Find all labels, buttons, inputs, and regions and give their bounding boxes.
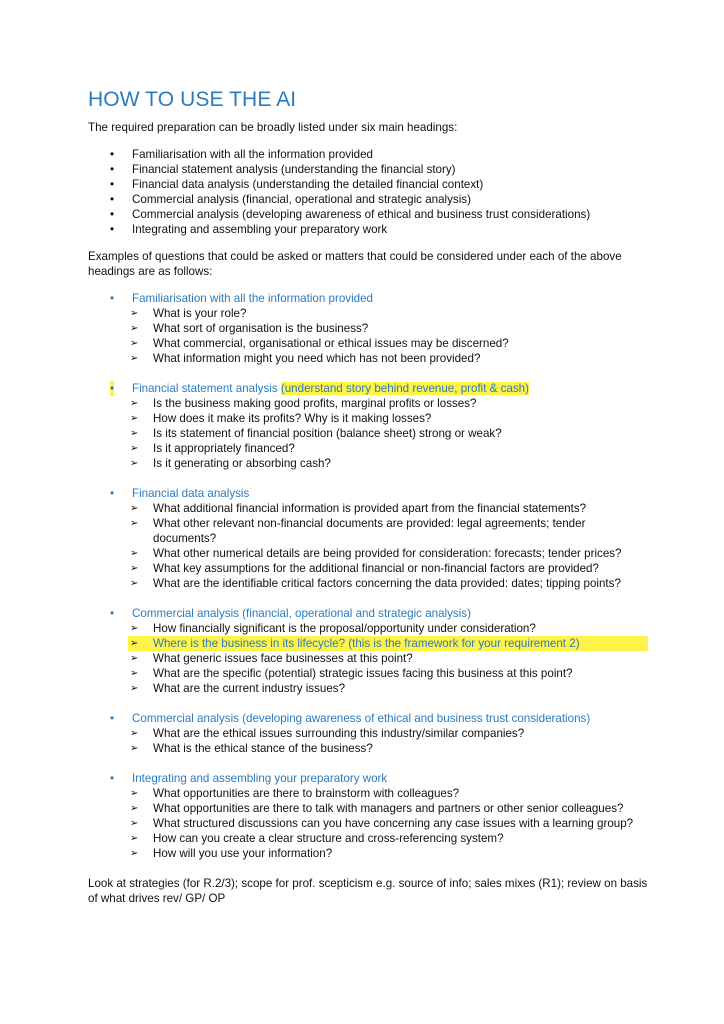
question-item — [88, 336, 648, 351]
question-text: What sort of organisation is the business? — [153, 322, 369, 335]
section-commercial-strategic — [88, 606, 648, 696]
question-item — [88, 351, 648, 366]
heading-item: • Commercial analysis (developing awareness of ethical and business trust considerations) — [88, 207, 648, 222]
question-text: What additional financial information is provided apart from the financial statements? — [153, 502, 587, 515]
question-text: Is it appropriately financed? — [153, 442, 295, 455]
question-item — [88, 426, 648, 441]
question-item — [88, 516, 648, 546]
arrow-bullet-icon: ➢ — [130, 323, 139, 334]
heading-item: • Integrating and assembling your preparatory work — [88, 222, 648, 237]
arrow-bullet-icon: ➢ — [130, 668, 139, 679]
heading-item: • Commercial analysis (financial, operational and strategic analysis) — [88, 192, 648, 207]
question-text: What other relevant non-financial documents are provided: legal agreements; tender documents? — [153, 517, 586, 545]
arrow-bullet-icon: ➢ — [130, 413, 139, 424]
question-item — [88, 666, 648, 681]
question-item — [88, 411, 648, 426]
arrow-bullet-icon: ➢ — [130, 683, 139, 694]
arrow-bullet-icon: ➢ — [130, 578, 139, 589]
question-text: What commercial, organisational or ethical issues may be discerned? — [153, 337, 509, 350]
section-financial-statement — [88, 381, 648, 471]
arrow-bullet-icon: ➢ — [130, 803, 139, 814]
footer-note: Look at strategies (for R.2/3); scope for prof. scepticism e.g. source of info; sales mixes (R1); review on basis of what drives rev/ GP/ OP — [88, 877, 648, 905]
headings-list — [88, 147, 648, 237]
question-list — [88, 726, 648, 756]
section-heading — [88, 381, 648, 396]
section-heading: • Commercial analysis (financial, operational and strategic analysis) — [88, 606, 648, 621]
question-text: What are the identifiable critical factors concerning the data provided: dates; tipping points? — [153, 577, 621, 590]
question-item — [88, 846, 648, 861]
arrow-bullet-icon: ➢ — [130, 443, 139, 454]
heading-item: • Familiarisation with all the information provided — [88, 147, 648, 162]
question-item — [88, 786, 648, 801]
heading-item: • Financial data analysis (understanding the detailed financial context) — [88, 177, 648, 192]
question-text: What other numerical details are being provided for consideration: forecasts; tender prices? — [153, 547, 622, 560]
arrow-bullet-icon: ➢ — [130, 743, 139, 754]
question-item — [88, 501, 648, 516]
question-text: What information might you need which has not been provided? — [153, 352, 481, 365]
question-text: How financially significant is the proposal/opportunity under consideration? — [153, 622, 536, 635]
arrow-bullet-icon: ➢ — [130, 338, 139, 349]
question-text: What are the ethical issues surrounding this industry/similar companies? — [153, 727, 525, 740]
question-item — [88, 576, 648, 591]
section-heading: • Familiarisation with all the information provided — [88, 291, 648, 306]
arrow-bullet-icon: ➢ — [130, 548, 139, 559]
section-commercial-ethical — [88, 711, 648, 756]
question-item — [88, 546, 648, 561]
arrow-bullet-icon: ➢ — [130, 563, 139, 574]
question-list — [88, 786, 648, 861]
question-text: What are the current industry issues? — [153, 682, 346, 695]
arrow-bullet-icon: ➢ — [130, 308, 139, 319]
question-item — [88, 456, 648, 471]
question-list — [88, 501, 648, 591]
arrow-bullet-icon: ➢ — [130, 818, 139, 829]
question-text: Where is the business in its lifecycle? (this is the framework for your requirement 2) — [153, 637, 580, 650]
question-text: What are the specific (potential) strategic issues facing this business at this point? — [153, 667, 573, 680]
arrow-bullet-icon: ➢ — [130, 623, 139, 634]
arrow-bullet-icon: ➢ — [130, 848, 139, 859]
question-item — [88, 441, 648, 456]
arrow-bullet-icon: ➢ — [130, 458, 139, 469]
question-text: What structured discussions can you have concerning any case issues with a learning group? — [153, 817, 634, 830]
question-item — [88, 801, 648, 816]
section-familiarisation — [88, 291, 648, 366]
question-item — [88, 681, 648, 696]
question-list — [88, 396, 648, 471]
question-text: How does it make its profits? Why is it making losses? — [153, 412, 432, 425]
question-item — [88, 741, 648, 756]
question-item — [88, 306, 648, 321]
arrow-bullet-icon: ➢ — [130, 638, 139, 649]
question-list — [88, 621, 648, 696]
arrow-bullet-icon: ➢ — [130, 833, 139, 844]
question-text: Is its statement of financial position (balance sheet) strong or weak? — [153, 427, 502, 440]
arrow-bullet-icon: ➢ — [130, 788, 139, 799]
highlighted-question-item — [128, 636, 648, 651]
question-text: Is it generating or absorbing cash? — [153, 457, 331, 470]
question-item — [88, 561, 648, 576]
arrow-bullet-icon: ➢ — [130, 428, 139, 439]
examples-intro: Examples of questions that could be asked or matters that could be considered under each of the above headings are as follows: — [88, 250, 622, 278]
question-text: What is the ethical stance of the business? — [153, 742, 373, 755]
question-text: What generic issues face businesses at this point? — [153, 652, 413, 665]
arrow-bullet-icon: ➢ — [130, 728, 139, 739]
highlighted-note: (understand story behind revenue, profit & cash) — [280, 382, 529, 395]
question-text: How will you use your information? — [153, 847, 333, 860]
arrow-bullet-icon: ➢ — [130, 503, 139, 514]
question-item — [88, 621, 648, 636]
question-item — [88, 831, 648, 846]
section-heading-text: Financial statement analysis — [132, 382, 278, 395]
question-item — [88, 651, 648, 666]
question-text: What opportunities are there to brainstorm with colleagues? — [153, 787, 460, 800]
document-page — [88, 88, 648, 906]
question-item — [88, 396, 648, 411]
question-item — [88, 321, 648, 336]
section-heading: • Commercial analysis (developing awareness of ethical and business trust considerations) — [88, 711, 648, 726]
arrow-bullet-icon: ➢ — [130, 653, 139, 664]
arrow-bullet-icon: ➢ — [130, 353, 139, 364]
question-item — [88, 726, 648, 741]
page-title: HOW TO USE THE AI — [88, 88, 297, 111]
arrow-bullet-icon: ➢ — [130, 518, 139, 529]
question-text: Is the business making good profits, marginal profits or losses? — [153, 397, 477, 410]
question-text: What is your role? — [153, 307, 247, 320]
question-text: What key assumptions for the additional financial or non-financial factors are provided? — [153, 562, 599, 575]
section-heading: • Integrating and assembling your preparatory work — [88, 771, 648, 786]
intro-text: The required preparation can be broadly listed under six main headings: — [88, 121, 458, 134]
section-financial-data — [88, 486, 648, 591]
heading-item: • Financial statement analysis (understanding the financial story) — [88, 162, 648, 177]
question-item — [88, 816, 648, 831]
section-integrating — [88, 771, 648, 861]
question-text: What opportunities are there to talk with managers and partners or other senior colleagues? — [153, 802, 624, 815]
section-heading: • Financial data analysis — [88, 486, 648, 501]
arrow-bullet-icon: ➢ — [130, 398, 139, 409]
question-list — [88, 306, 648, 366]
question-text: How can you create a clear structure and cross-referencing system? — [153, 832, 504, 845]
